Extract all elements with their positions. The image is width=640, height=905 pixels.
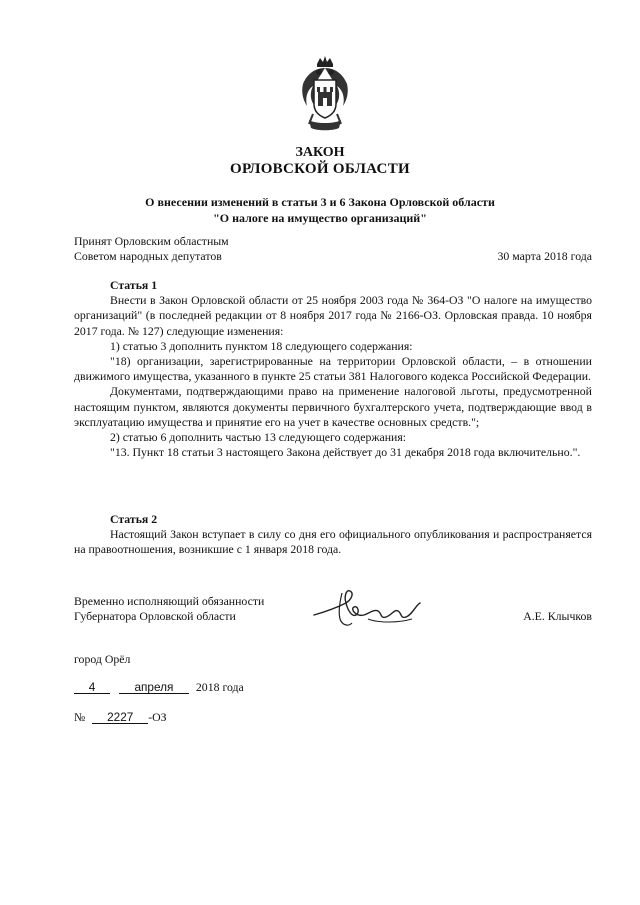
article-1-paragraph: 2) статью 6 дополнить частью 13 следующего содержания: [110,430,407,445]
coat-of-arms-icon [297,54,353,132]
article-1-paragraph: Документами, подтверждающими право на применение налоговой льготы, предусмотренной настоящим пунктом, являются документы первичного бухгалтерского учета, подтверждающие ввод в эксплуатацию имущества и принятие его на учет в качестве основных средств."; [74,384,592,429]
law-subject-line1: О внесении изменений в статьи 3 и 6 Закона Орловской области [145,195,495,209]
article-2-paragraph: Настоящий Закон вступает в силу со дня его официального опубликования и распространяется на правоотношения, возникшие с 1 января 2018 года. [74,527,592,557]
signatory-position-line1: Временно исполняющий обязанности [74,594,265,608]
signing-month: апреля [119,681,189,694]
article-2-heading: Статья 2 [110,512,158,526]
signatory-position-line2: Губернатора Орловской области [74,609,236,624]
adoption-line2: Советом народных депутатов [74,249,222,264]
signing-year: 2018 года [195,680,244,694]
law-number-prefix: № [74,710,86,724]
article-1-paragraph: "13. Пункт 18 статьи 3 настоящего Закона действует до 31 декабря 2018 года включительно.". [110,445,581,460]
adoption-date: 30 марта 2018 года [497,249,592,263]
signing-date [74,680,244,695]
article-2 [74,512,592,558]
signatory-name: А.Е. Клычков [523,609,592,623]
adoption-block [74,234,334,264]
law-number-suffix: -ОЗ [148,710,167,724]
article-1-paragraph: Внести в Закон Орловской области от 25 ноября 2003 года № 364-ОЗ "О налоге на имущество организаций" (в последней редакции от 8 ноября 2017 года № 2166-ОЗ. Орловская правда. 10 ноября 2017 года. № 127) следующие изменения: [74,293,592,338]
article-1-paragraph: 1) статью 3 дополнить пунктом 18 следующего содержания: [110,338,413,353]
handwritten-signature [308,585,448,637]
article-1-heading: Статья 1 [110,278,158,292]
document-type-title: ЗАКОН [295,145,345,160]
signing-city: город Орёл [74,652,131,666]
issuing-region-title: ОРЛОВСКОЙ ОБЛАСТИ [230,161,410,177]
law-number [74,710,167,725]
adoption-line1: Принят Орловским областным [74,234,229,248]
law-subject-line2: "О налоге на имущество организаций" [213,211,427,225]
article-1-paragraph: "18) организации, зарегистрированные на территории Орловской области, – в отношении движимого имущества, указанного в пункте 25 статьи 381 Налогового кодекса Российской Федерации. [74,354,592,384]
article-1 [74,278,592,460]
signatory-position [74,594,334,624]
law-number-value: 2227 [92,711,148,724]
signing-day: 4 [74,681,110,694]
